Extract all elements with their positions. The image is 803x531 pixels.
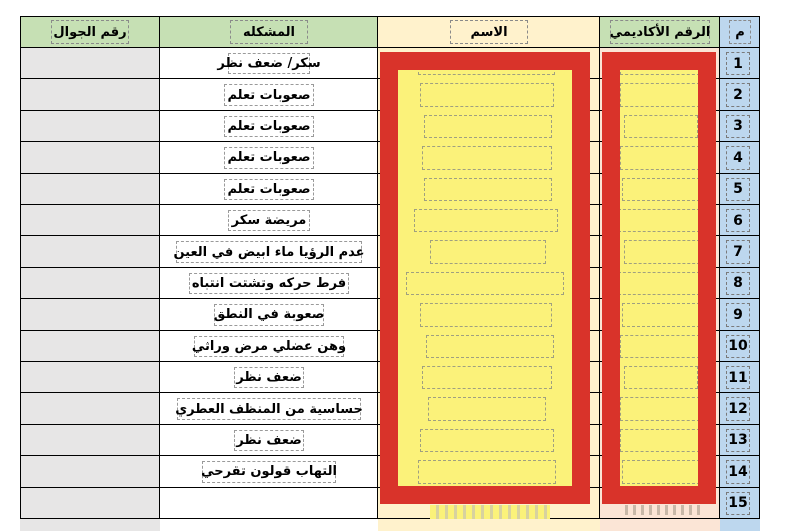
row-number: 4	[726, 146, 750, 169]
redaction-frame-academic	[602, 52, 716, 504]
redaction-frame-name	[380, 52, 590, 504]
row-number: 15	[726, 492, 750, 515]
problem-text: التهاب قولون تقرحي	[202, 461, 336, 482]
problem-text: صعوبة في النطق	[214, 304, 324, 325]
header-academic-id: الرقم الأكاديمي	[610, 20, 710, 44]
table-cell-phone[interactable]	[20, 393, 160, 424]
header-name: الاسم	[450, 20, 528, 44]
problem-text: صعوبات تعلم	[224, 179, 314, 200]
row-number: 14	[726, 460, 750, 483]
row-number: 8	[726, 272, 750, 295]
header-problem: المشكله	[230, 20, 308, 44]
table-cell-phone[interactable]	[20, 205, 160, 236]
problem-text: صعوبات تعلم	[224, 116, 314, 137]
problem-text: سكر/ ضعف نظر	[228, 53, 310, 74]
row-number: 6	[726, 209, 750, 232]
table-cell-phone[interactable]	[20, 299, 160, 330]
problem-text: صعوبات تعلم	[224, 84, 314, 105]
table-cell-phone[interactable]	[20, 488, 160, 519]
table-cell-phone[interactable]	[20, 425, 160, 456]
row-number: 5	[726, 178, 750, 201]
problem-text: عدم الرؤيا ماء ابيض في العين	[176, 241, 362, 262]
table-cell-phone[interactable]	[20, 268, 160, 299]
row-number: 12	[726, 397, 750, 420]
row-number: 3	[726, 115, 750, 138]
table-cell-phone[interactable]	[20, 331, 160, 362]
problem-text: ضعف نظر	[234, 430, 304, 451]
row-number: 13	[726, 429, 750, 452]
table-cell-phone[interactable]	[20, 236, 160, 267]
table-cell-phone[interactable]	[20, 111, 160, 142]
table-cell-phone[interactable]	[20, 142, 160, 173]
row-number: 10	[726, 335, 750, 358]
problem-text: حساسية من المنظف العطري	[177, 398, 361, 419]
table-cell-problem[interactable]	[160, 488, 378, 519]
table-cell-phone[interactable]	[20, 362, 160, 393]
problem-text: وهن عضلي مرض وراثي	[194, 336, 344, 357]
redacted-scribble-academic	[620, 505, 700, 515]
header-phone: رقم الجوال	[51, 20, 129, 44]
row-number: 9	[726, 303, 750, 326]
row-number: 1	[726, 52, 750, 75]
problem-text: ضعف نظر	[234, 367, 304, 388]
row-number: 11	[726, 366, 750, 389]
row-number: 2	[726, 83, 750, 106]
table-cell-phone[interactable]	[20, 174, 160, 205]
table-cell-phone[interactable]	[20, 456, 160, 487]
table-cell-phone[interactable]	[20, 48, 160, 79]
table-cell-phone[interactable]	[20, 79, 160, 110]
row-number: 7	[726, 240, 750, 263]
problem-text: فرط حركه وتشتت انتباه	[189, 273, 349, 294]
problem-text: مريضة سكر	[228, 210, 310, 231]
header-index: م	[729, 20, 751, 44]
redacted-scribble-name	[430, 505, 550, 519]
problem-text: صعوبات تعلم	[224, 147, 314, 168]
